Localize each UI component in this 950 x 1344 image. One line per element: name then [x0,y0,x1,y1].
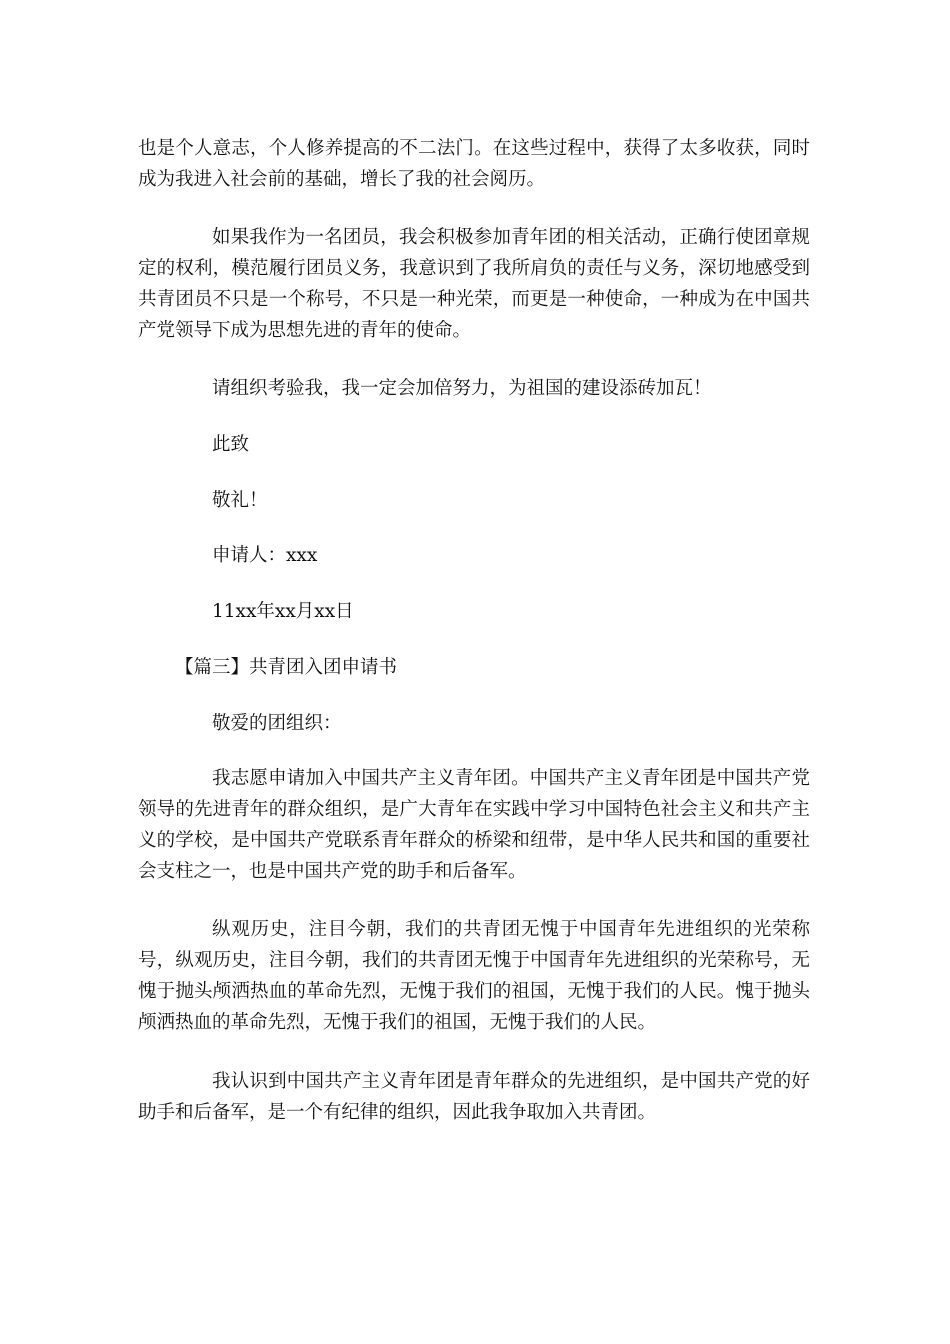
section-heading: 【篇三】共青团入团申请书 [175,657,398,678]
salutation: 敬爱的团组织： [212,713,342,734]
closing-salute: 敬礼！ [212,490,268,511]
paragraph-history: 纵观历史，注目今朝，我们的共青团无愧于中国青年先进组织的光荣称号，纵观历史，注目今朝，我们的共青团无愧于中国青年先进组织的光荣称号，无愧于抛头颅洒热血的革命先烈，无愧于我们的祖国，无愧于我们的人民。愧于抛头颅洒热血的革命先烈，无愧于我们的祖国，无愧于我们的人民。 [138,919,810,1033]
closing-cizhi: 此致 [212,434,250,455]
paragraph-pledge: 请组织考验我，我一定会加倍努力，为祖国的建设添砖加瓦！ [212,378,712,399]
application-date: 11xx年xx月xx日 [212,601,354,622]
paragraph-recognition: 我认识到中国共产主义青年团是青年群众的先进组织，是中国共产党的好助手和后备军，是一个有纪律的组织，因此我争取加入共青团。 [138,1071,810,1123]
paragraph-application: 我志愿申请加入中国共产主义青年团。中国共产主义青年团是中国共产党领导的先进青年的群众组织，是广大青年在实践中学习中国特色社会主义和共产主义的学校，是中国共产党联系青年群众的桥梁和纽带，是中华人民共和国的重要社会支柱之一，也是中国共产党的助手和后备军。 [138,768,810,882]
paragraph-member-duties: 如果我作为一名团员，我会积极参加青年团的相关活动，正确行使团章规定的权利，模范履行团员义务，我意识到了我所肩负的责任与义务，深切地感受到共青团员不只是一个称号，不只是一种光荣，而更是一种使命，一种成为在中国共产党领导下成为思想先进的青年的使命。 [138,227,810,341]
applicant-signature: 申请人：xxx [212,545,318,566]
paragraph-continuation: 也是个人意志，个人修养提高的不二法门。在这些过程中，获得了太多收获，同时成为我进入社会前的基础，增长了我的社会阅历。 [138,138,810,190]
